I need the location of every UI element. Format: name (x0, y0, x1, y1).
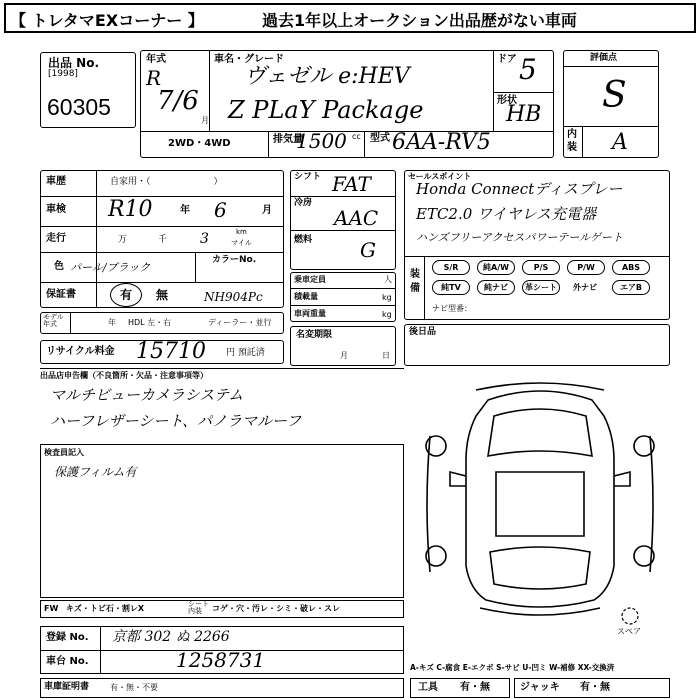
type-code: 6AA-RV5 (392, 130, 491, 155)
history-value: 自家用・（ ） (110, 177, 223, 187)
equip-sunroof: S/R (432, 260, 470, 275)
load-label: 積載量 (294, 292, 318, 301)
car-diagram (410, 376, 670, 616)
model-year-label: モデル年式 (43, 313, 64, 328)
mileage-km-unit: km (236, 228, 247, 236)
fuel-label: 燃料 (294, 235, 313, 245)
color-value: パール/ブラック (70, 261, 151, 274)
equip-aftermarket-navi: 外ナビ (573, 283, 597, 292)
passengers-unit: 人 (384, 275, 392, 284)
equip-genuine-tv: 純TV (432, 280, 470, 295)
ac-value: AAC (334, 206, 379, 230)
selling-point-1: Honda Connectディスプレー (416, 180, 623, 198)
dealer-options: ディーラー・並行 (208, 318, 272, 327)
drive-label: 2WD・4WD (168, 138, 231, 149)
inspection-year-unit: 年 (180, 205, 190, 216)
seat-label: シート内装 (188, 600, 209, 615)
mileage-sen: 千 (158, 235, 168, 245)
year-era: R (146, 66, 162, 90)
seat-text: コゲ・穴・汚レ・シミ・破レ・スレ (212, 604, 340, 613)
score-value: S (602, 75, 627, 116)
selling-point-3: ハンズフリーアクセスパワーテールゲート (416, 231, 623, 244)
reg-label: 登録 No. (46, 632, 89, 643)
model-grade: Z PLaY Package (228, 96, 424, 124)
recycle-unit: 円 預託済 (226, 348, 265, 358)
chassis-value: 1258731 (176, 648, 266, 672)
weight-unit: kg (382, 310, 392, 319)
shift-label: シフト (294, 172, 322, 182)
navi-model-label: ナビ型番： (432, 304, 472, 313)
after-install-label: 後日品 (409, 327, 437, 337)
auction-notice: 過去1年以上オークション出品歴がない車両 (262, 11, 577, 30)
year-label: 年式 (146, 54, 166, 65)
name-change-label: 名変期限 (296, 330, 333, 340)
tools-label: 工具 (418, 682, 438, 693)
equip-alloy-wheel: 純A/W (477, 260, 515, 275)
fw-label: FW (44, 604, 59, 613)
recycle-value: 15710 (136, 339, 206, 364)
lot-year-tag: [1998] (48, 69, 78, 79)
mileage-label: 走行 (46, 233, 66, 244)
inspection-month: 6 (214, 198, 227, 222)
inspector-note: 保護フィルム有 (54, 465, 137, 479)
displacement-value: 1500 (296, 129, 347, 153)
after-install-box (404, 324, 670, 366)
declaration-label: 出品店申告欄（不良箇所・欠品・注意事項等） (40, 371, 208, 380)
ac-label: 冷房 (294, 198, 313, 208)
fuel-value: G (360, 238, 376, 262)
chassis-label: 車台 No. (46, 656, 89, 667)
recycle-label: リサイクル料金 (46, 346, 115, 357)
color-no-value: NH904Pc (204, 290, 263, 304)
equip-power-window: P/W (567, 260, 605, 275)
garage-cert-box (40, 678, 404, 698)
inspector-label: 検査員記入 (44, 448, 84, 457)
score-label: 評価点 (590, 53, 618, 63)
declaration-line-1: マルチビューカメラシステム (50, 386, 244, 404)
mileage-man: 万 (118, 235, 128, 245)
declaration-line-2: ハーフレザーシート、パノラマルーフ (50, 412, 302, 430)
history-label: 車歴 (46, 176, 66, 187)
year-month-value: 7/6 (157, 86, 199, 116)
color-no-label: カラーNo. (212, 255, 257, 265)
interior-label: 内装 (567, 129, 577, 153)
warranty-no: 無 (156, 288, 169, 302)
type-label: 型式 (370, 133, 390, 144)
jack-label: ジャッキ (520, 682, 560, 693)
doors-value: 5 (519, 53, 537, 86)
load-unit: kg (382, 293, 392, 302)
fw-text: キズ・トビ石・割レX (66, 604, 145, 613)
equipment-label: 装備 (410, 269, 420, 294)
weight-label: 車両重量 (294, 309, 326, 318)
garage-cert-options: 有・無・不要 (110, 683, 158, 692)
warranty-label: 保証書 (46, 289, 76, 300)
reg-value: 京都 302 ぬ 2266 (112, 629, 230, 645)
passengers-label: 乗車定員 (294, 275, 326, 284)
mileage-hand: 3 (200, 231, 209, 247)
name-change-month: 月 (340, 351, 348, 360)
lot-label: 出品 No. (48, 56, 100, 70)
selling-point-2: ETC2.0 ワイヤレス充電器 (416, 205, 597, 223)
garage-cert-label: 車庫証明書 (44, 682, 90, 692)
equip-abs: ABS (612, 260, 650, 275)
tools-options: 有・無 (460, 682, 490, 693)
corner-title: 【 トレタマEXコーナー 】 (10, 11, 204, 30)
selling-points-label: セールスポイント (408, 172, 472, 181)
spare-tire-icon (620, 606, 640, 626)
name-grade-label: 車名・グレード (214, 54, 284, 65)
equip-leather-seat: 革シート (522, 280, 560, 295)
mileage-mile-unit: マイル (231, 239, 252, 247)
equip-airbag: エアB (612, 280, 650, 295)
shift-value: FAT (332, 172, 371, 196)
name-change-day: 日 (382, 351, 390, 360)
inspection-value: R10 (108, 197, 153, 222)
warranty-yes-circle (110, 283, 142, 307)
damage-legend: A-キズ C-腐食 E-エクボ S-サビ U-凹ミ W-補修 XX-交換済 (410, 663, 615, 672)
shape-label: 形状 (497, 95, 517, 106)
model-year-unit: 年 (108, 318, 116, 327)
handle-options: HDL 左・右 (128, 318, 172, 327)
displacement-label: 排気量 (273, 134, 303, 145)
color-label: 色 (54, 261, 64, 272)
doors-label: ドア (497, 54, 517, 65)
interior-value: A (612, 130, 628, 155)
inspection-month-unit: 月 (262, 205, 272, 216)
inspection-label: 車検 (46, 204, 66, 215)
warranty-yes: 有 (120, 288, 133, 302)
equip-power-steering: P/S (522, 260, 560, 275)
spare-label: スペア (617, 627, 641, 636)
model-name: ヴェゼル e:HEV (244, 64, 410, 89)
shape-value: HB (506, 102, 542, 127)
month-unit: 月 (201, 116, 209, 125)
equip-genuine-navi: 純ナビ (477, 280, 515, 295)
lot-number: 60305 (47, 94, 111, 120)
jack-options: 有・無 (580, 682, 610, 693)
cc-unit: cc (352, 132, 361, 141)
